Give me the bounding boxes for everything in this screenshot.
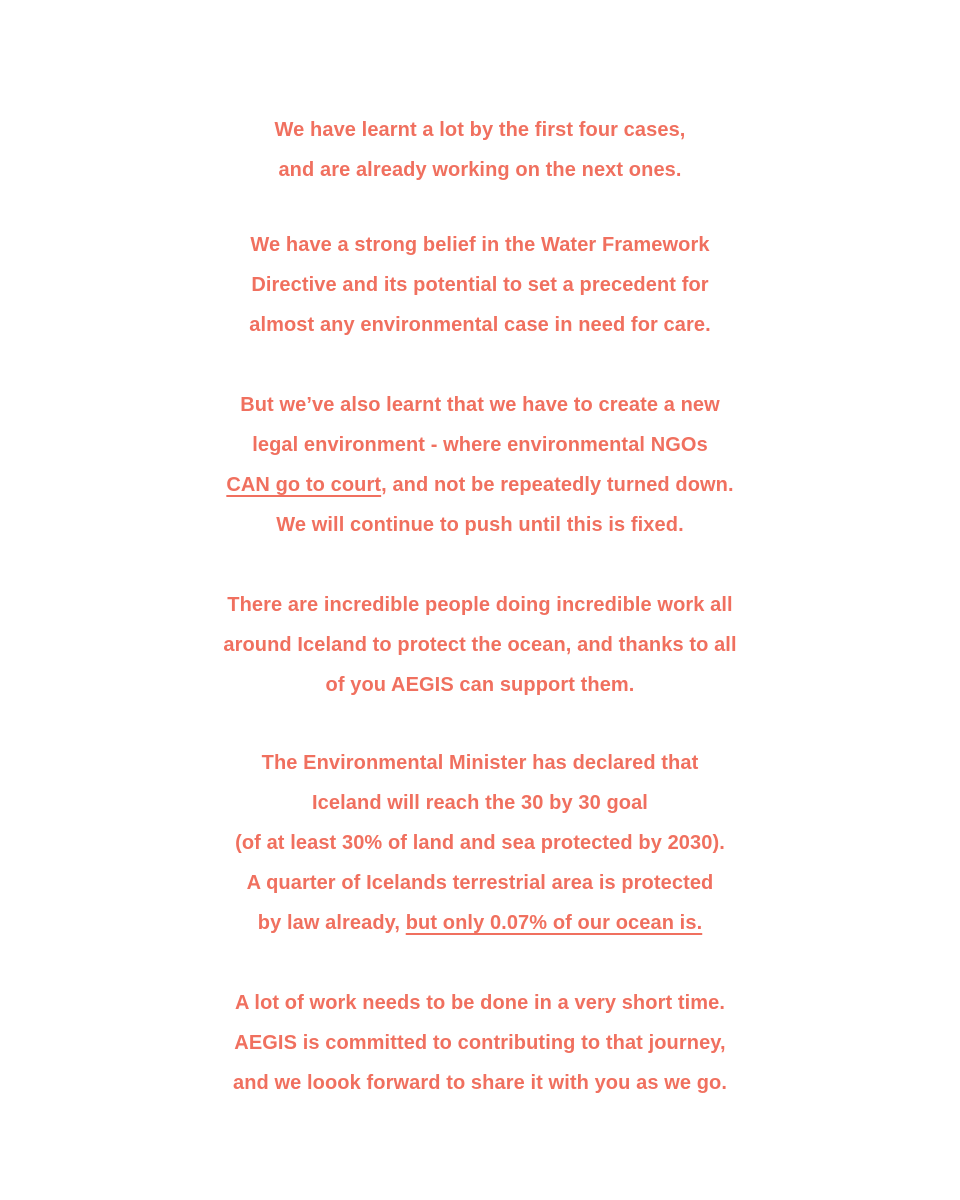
text-line bbox=[0, 465, 960, 505]
text-line: Directive and its potential to set a precedent for bbox=[251, 274, 709, 296]
text-fragment: , and not be repeatedly turned down. bbox=[381, 474, 734, 496]
text-fragment: by law already, bbox=[257, 912, 406, 934]
text-line: Iceland will reach the 30 by 30 goal bbox=[312, 792, 648, 814]
text-line: A lot of work needs to be done in a very short time. bbox=[234, 992, 726, 1014]
text-line: and we loook forward to share it with you as we go. bbox=[232, 1072, 728, 1094]
underlined-phrase: CAN go to court bbox=[226, 474, 382, 496]
underlined-phrase: but only 0.07% of our ocean is. bbox=[405, 912, 703, 934]
text-line bbox=[0, 903, 960, 943]
paragraph-legal-environment bbox=[0, 385, 960, 545]
text-line: We will continue to push until this is fixed. bbox=[276, 514, 684, 536]
text-line: There are incredible people doing incredible work all bbox=[227, 594, 733, 616]
paragraph-30-by-30 bbox=[0, 743, 960, 943]
text-line: and are already working on the next ones. bbox=[278, 159, 682, 181]
paragraph-incredible-people bbox=[0, 585, 960, 705]
text-line: around Iceland to protect the ocean, and thanks to all bbox=[223, 634, 737, 656]
text-line: AEGIS is committed to contributing to that journey, bbox=[234, 1032, 726, 1054]
text-line: (of at least 30% of land and sea protected by 2030). bbox=[235, 832, 725, 854]
text-line: We have a strong belief in the Water Framework bbox=[250, 234, 710, 256]
text-line: But we’ve also learnt that we have to create a new bbox=[240, 394, 720, 416]
text-line: legal environment - where environmental NGOs bbox=[252, 434, 708, 456]
text-line: A quarter of Icelands terrestrial area is protected bbox=[246, 872, 714, 894]
text-line: almost any environmental case in need for care. bbox=[249, 314, 711, 336]
text-line: We have learnt a lot by the first four cases, bbox=[274, 119, 686, 141]
text-line: of you AEGIS can support them. bbox=[325, 674, 635, 696]
paragraph-cases bbox=[0, 110, 960, 190]
text-line: The Environmental Minister has declared that bbox=[261, 752, 699, 774]
paragraph-work-ahead bbox=[0, 983, 960, 1103]
paragraph-water-framework bbox=[0, 225, 960, 345]
